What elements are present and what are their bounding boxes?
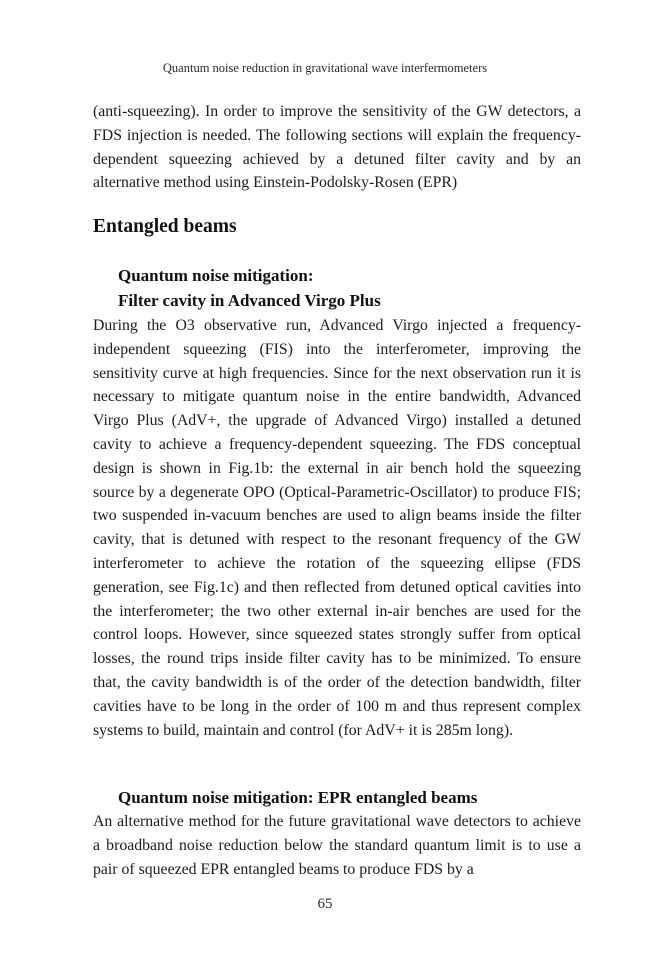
page-number: 65 — [317, 896, 333, 912]
subsection1-paragraph-block — [93, 314, 581, 742]
subsection1-heading-line1: Quantum noise mitigation: — [118, 266, 314, 285]
running-head: Quantum noise reduction in gravitational wave interfermometers — [162, 61, 488, 75]
subsection1-heading-line2: Filter cavity in Advanced Virgo Plus — [118, 291, 381, 310]
intro-paragraph: (anti-squeezing). In order to improve the sensitivity of the GW detectors, a FDS injection is needed. The following sections will explain the frequency-dependent squeezing achieved by a detuned filter cavity and by an alternative method using Einstein-Podolsky-Rosen (EPR) — [93, 103, 581, 192]
intro-paragraph-block — [93, 100, 581, 195]
subsection2-paragraph: An alternative method for the future gravitational wave detectors to achieve a broadband noise reduction below the standard quantum limit is to use a pair of squeezed EPR entangled beams to produce FDS by a — [93, 813, 581, 878]
subsection2-paragraph-block — [93, 810, 581, 881]
subsection2-heading: Quantum noise mitigation: EPR entangled beams — [118, 788, 478, 807]
section-heading: Entangled beams — [93, 216, 237, 237]
subsection1-paragraph: During the O3 observative run, Advanced Virgo injected a frequency-independent squeezing (FIS) into the interferometer, improving the sensitivity curve at high frequencies. Since for the next observation run it is necessary to mitigate quantum noise in the entire bandwidth, Advanced Virgo Plus (AdV+, the upgrade of Advanced Virgo) installed a detuned cavity to achieve a frequency-dependent squeezing. The FDS conceptual design is shown in Fig.1b: the external in air bench hold the squeezing source by a degenerate OPO (Optical-Parametric-Oscillator) to produce FIS; two suspended in-vacuum benches are used to align beams inside the filter cavity, that is detuned with respect to the resonant frequency of the GW interferometer to achieve the rotation of the squeezing ellipse (FDS generation, see Fig.1c) and then reflected from detuned optical cavities into the interferometer; the two other external in-air benches are used for the control loops. However, since squeezed states strongly suffer from optical losses, the round trips inside filter cavity has to be minimized. To ensure that, the cavity bandwidth is of the order of the detection bandwidth, filter cavities have to be long in the order of 100 m and thus represent complex systems to build, maintain and control (for AdV+ it is 285m long). — [93, 317, 581, 739]
